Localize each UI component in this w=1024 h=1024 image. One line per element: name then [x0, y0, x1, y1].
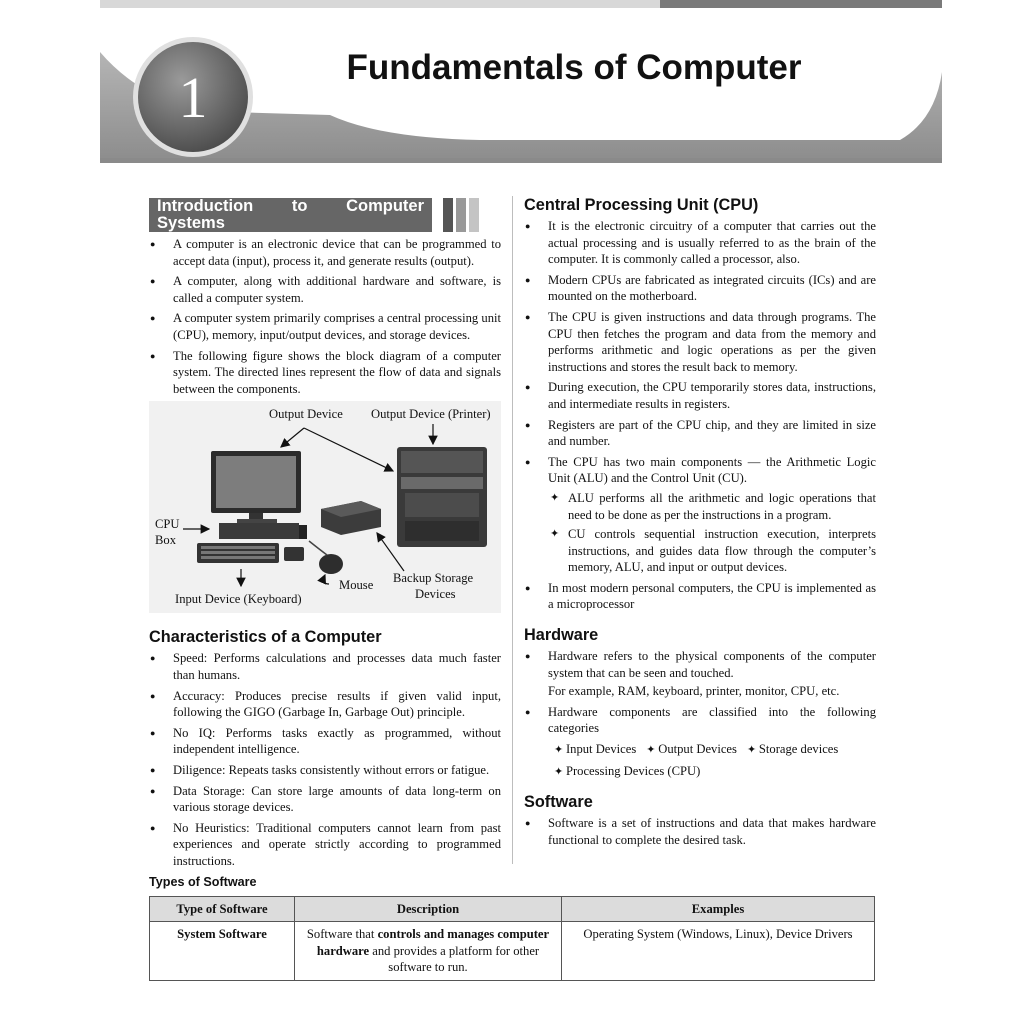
- list-item: ● A computer, along with additional hardware and software, is called a computer system.: [149, 273, 501, 306]
- list-item-text: The CPU has two main components — the Arithmetic Logic Unit (ALU) and the Control Unit (CU).: [548, 454, 876, 486]
- category-item: ✦ Processing Devices (CPU): [554, 763, 700, 781]
- label-cpu-box-1: CPU: [155, 517, 180, 532]
- table-header-row: [150, 897, 875, 922]
- right-column: [524, 195, 876, 852]
- desc-bold: controls and manages computer hardware: [316, 927, 550, 958]
- types-of-software-table: [149, 896, 875, 981]
- list-item: ● Data Storage: Can store large amounts of data long-term on various storage devices.: [149, 783, 501, 816]
- cpu-components-list: [548, 490, 876, 576]
- label-backup-1: Backup Storage: [393, 571, 474, 586]
- list-item: ● Modern CPUs are fabricated as integrated circuits (ICs) and are mounted on the motherboard.: [524, 272, 876, 305]
- label-cpu-box-2: Box: [155, 533, 176, 548]
- list-item: ● Software is a set of instructions and data that makes hardware functional to complete the desired task.: [524, 815, 876, 848]
- label-mouse: Mouse: [339, 578, 374, 593]
- list-item: ● A computer is an electronic device that can be programmed to accept data (input), process it, and generate results (output).: [149, 236, 501, 269]
- list-item: [524, 454, 876, 576]
- list-item: ● A computer system primarily comprises a central processing unit (CPU), memory, input/output devices, and storage devices.: [149, 310, 501, 343]
- label-output-device: Output Device: [269, 407, 343, 422]
- list-item: ● No Heuristics: Traditional computers cannot learn from past experiences and operate strictly according to programmed instructions.: [149, 820, 501, 870]
- list-item: ● During execution, the CPU temporarily stores data, instructions, and intermediate results in registers.: [524, 379, 876, 412]
- desc-post: and provides a platform for other software to run.: [369, 943, 540, 975]
- list-item: ● In most modern personal computers, the CPU is implemented as a microprocessor: [524, 580, 876, 613]
- list-item: [524, 648, 876, 700]
- hardware-categories: [554, 741, 876, 784]
- column-divider: [512, 196, 513, 864]
- list-item-text: Hardware components are classified into the following categories: [548, 704, 876, 736]
- list-item: ● Speed: Performs calculations and processes data much faster than humans.: [149, 650, 501, 683]
- desc-pre: Software that: [306, 927, 378, 941]
- hardware-heading: Hardware: [524, 626, 599, 645]
- software-list: [524, 815, 876, 848]
- software-heading: Software: [524, 793, 593, 812]
- sub-list-item: ✦ ALU performs all the arithmetic and logic operations that need to be done as per the instructions in a program.: [548, 490, 876, 523]
- cpu-heading: Central Processing Unit (CPU): [524, 196, 759, 214]
- hardware-example: For example, RAM, keyboard, printer, monitor, CPU, etc.: [548, 684, 840, 699]
- list-item: ● The CPU is given instructions and data through programs. The CPU then fetches the program and data from the memory and performs arithmetic and logic operations as per the given instructions and stores the result back to memory.: [524, 309, 876, 375]
- column-header: Type of Software: [150, 897, 295, 922]
- computer-system-figure: [149, 401, 501, 613]
- characteristics-list: [149, 650, 501, 869]
- intro-list: [149, 236, 501, 397]
- cell-examples: Operating System (Windows, Linux), Device Drivers: [562, 922, 875, 981]
- list-item-text: Hardware refers to the physical components of the computer system that can be seen and touched.: [548, 649, 876, 680]
- list-item: ● Accuracy: Produces precise results if given valid input, following the GIGO (Garbage In, Garbage Out) principle.: [149, 688, 501, 721]
- list-item: ● No IQ: Performs tasks exactly as programmed, without independent intelligence.: [149, 725, 501, 758]
- cell-description: [295, 922, 562, 981]
- table-row: [150, 922, 875, 981]
- cell-type: System Software: [150, 922, 295, 981]
- hardware-list: [524, 648, 876, 784]
- left-column: [149, 198, 501, 873]
- chapter-title: Fundamentals of Computer: [346, 48, 802, 87]
- category-item: ✦ Input Devices: [554, 741, 636, 759]
- list-item: ● The following figure shows the block diagram of a computer system. The directed lines represent the flow of data and signals between the components.: [149, 348, 501, 398]
- list-item: [524, 704, 876, 784]
- list-item: ● It is the electronic circuitry of a computer that carries out the actual processing and is usually referred to as the brain of the computer. It is commonly called a processor, also.: [524, 218, 876, 268]
- label-input-device: Input Device (Keyboard): [175, 592, 302, 607]
- types-of-software-title: Types of Software: [149, 875, 257, 889]
- list-item: ● Diligence: Repeats tasks consistently without errors or fatigue.: [149, 762, 501, 779]
- list-item: ● Registers are part of the CPU chip, and they are limited in size and number.: [524, 417, 876, 450]
- intro-heading-box: [149, 198, 501, 232]
- label-output-printer: Output Device (Printer): [371, 407, 491, 422]
- category-item: ✦ Output Devices: [646, 741, 737, 759]
- intro-heading: Introduction to Computer Systems: [149, 198, 432, 232]
- label-backup-2: Devices: [415, 587, 456, 602]
- heading-decor-bars: [443, 198, 479, 232]
- category-item: ✦ Storage devices: [747, 741, 838, 759]
- chapter-number: 1: [178, 64, 208, 130]
- column-header: Description: [295, 897, 562, 922]
- column-header: Examples: [562, 897, 875, 922]
- sub-list-item: ✦ CU controls sequential instruction execution, interprets instructions, and guides data flow through the computer’s memory, ALU, and input or output devices.: [548, 526, 876, 576]
- cpu-list: [524, 218, 876, 613]
- characteristics-heading: Characteristics of a Computer: [149, 628, 382, 647]
